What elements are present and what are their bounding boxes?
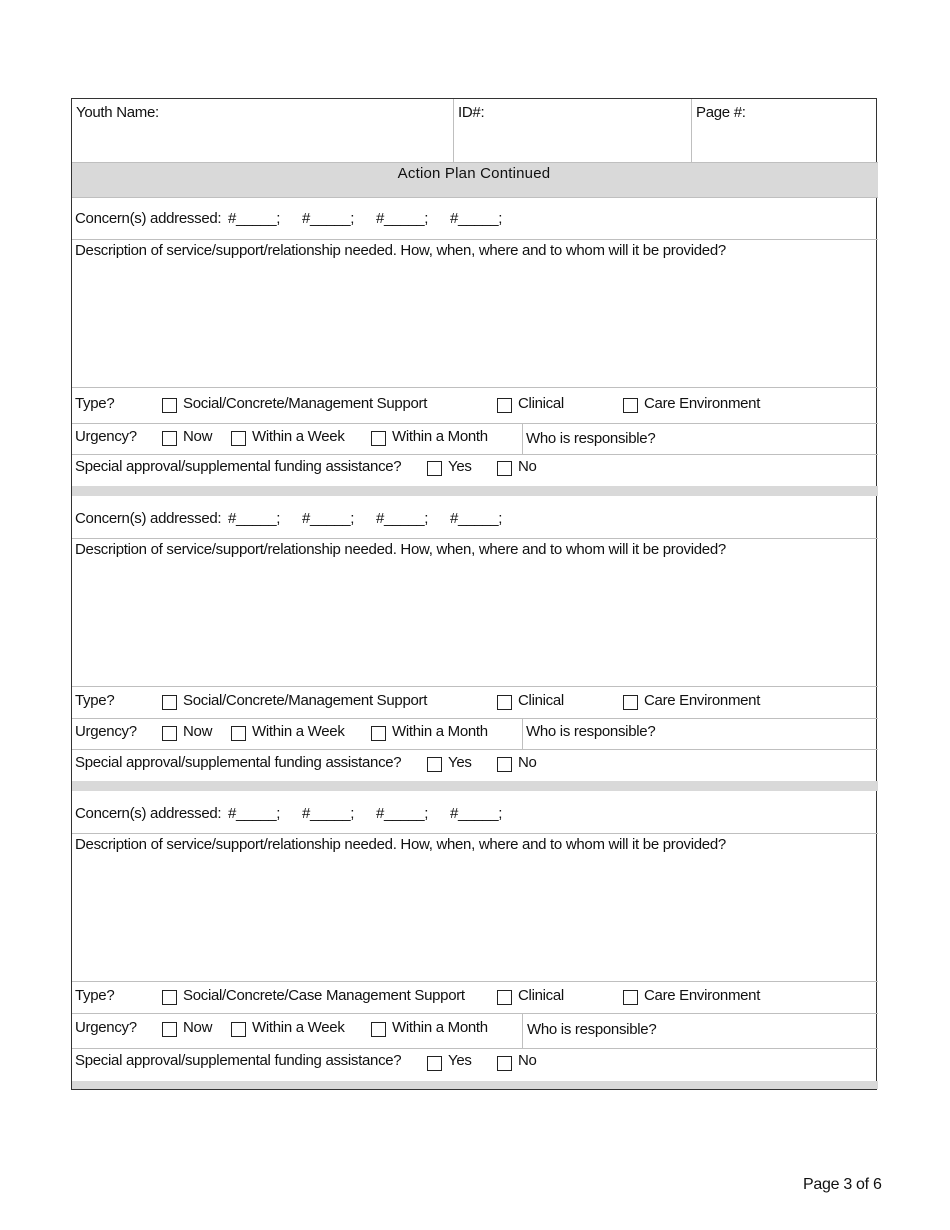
concern-slot[interactable]: #_____; [302,805,355,822]
special-approval-checkbox[interactable] [427,757,442,772]
special-option-label: Yes [448,1052,472,1069]
concern-slot[interactable]: #_____; [376,805,429,822]
page-number-label: Page #: [696,104,746,121]
urgency-label: Urgency? [75,1019,137,1036]
urgency-checkbox[interactable] [162,1022,177,1037]
type-checkbox[interactable] [623,398,638,413]
id-label: ID#: [458,104,485,121]
type-checkbox[interactable] [497,695,512,710]
special-approval-checkbox[interactable] [497,757,512,772]
type-checkbox[interactable] [497,990,512,1005]
urgency-option-label: Within a Week [252,428,345,445]
type-checkbox[interactable] [623,990,638,1005]
special-approval-label: Special approval/supplemental funding assistance? [75,1052,402,1069]
action-plan-form [71,98,877,1090]
urgency-row [72,1014,878,1049]
urgency-label: Urgency? [75,723,137,740]
urgency-divider [522,424,523,454]
type-row [72,388,878,424]
type-option-label: Social/Concrete/Management Support [183,395,428,412]
header-row [72,99,878,163]
type-checkbox[interactable] [162,990,177,1005]
concerns-label: Concern(s) addressed: [75,510,222,527]
urgency-option-label: Within a Week [252,723,345,740]
concern-slot[interactable]: #_____; [450,210,503,227]
concerns-label: Concern(s) addressed: [75,210,222,227]
concern-slot[interactable]: #_____; [450,805,503,822]
urgency-option-label: Within a Month [392,723,488,740]
special-approval-checkbox[interactable] [497,1056,512,1071]
page-indicator: Page 3 of 6 [803,1176,882,1193]
urgency-divider [522,719,523,749]
type-row [72,982,878,1014]
block-separator [72,1081,878,1089]
concerns-row [72,198,878,240]
action-plan-block [72,497,878,793]
action-plan-block [72,791,878,1091]
type-option-label: Care Environment [644,692,761,709]
type-option-label: Care Environment [644,395,761,412]
urgency-row [72,719,878,750]
special-approval-checkbox[interactable] [427,1056,442,1071]
type-label: Type? [75,987,115,1004]
responsible-label[interactable]: Who is responsible? [526,430,656,447]
description-label: Description of service/support/relationship needed. How, when, where and to whom will it be provided? [75,836,726,853]
type-option-label: Social/Concrete/Case Management Support [183,987,465,1004]
action-plan-block [72,198,878,498]
responsible-label[interactable]: Who is responsible? [526,723,656,740]
description-area[interactable] [72,539,878,687]
special-option-label: Yes [448,458,472,475]
concerns-label: Concern(s) addressed: [75,805,222,822]
urgency-option-label: Now [183,428,213,445]
urgency-option-label: Within a Month [392,1019,488,1036]
urgency-row [72,424,878,455]
concerns-row [72,497,878,539]
type-option-label: Clinical [518,395,564,412]
special-option-label: Yes [448,754,472,771]
responsible-label[interactable]: Who is responsible? [527,1021,657,1038]
urgency-checkbox[interactable] [231,431,246,446]
special-approval-checkbox[interactable] [497,461,512,476]
header-divider [453,99,454,162]
urgency-checkbox[interactable] [162,431,177,446]
special-approval-row [72,1049,878,1081]
urgency-option-label: Now [183,1019,213,1036]
type-row [72,687,878,719]
urgency-label: Urgency? [75,428,137,445]
description-area[interactable] [72,240,878,388]
urgency-checkbox[interactable] [371,1022,386,1037]
concern-slot[interactable]: #_____; [228,210,281,227]
type-option-label: Social/Concrete/Management Support [183,692,428,709]
special-option-label: No [518,1052,537,1069]
concern-slot[interactable]: #_____; [228,805,281,822]
urgency-checkbox[interactable] [231,726,246,741]
special-approval-label: Special approval/supplemental funding assistance? [75,458,402,475]
type-checkbox[interactable] [623,695,638,710]
concern-slot[interactable]: #_____; [302,510,355,527]
type-option-label: Care Environment [644,987,761,1004]
urgency-option-label: Within a Month [392,428,488,445]
special-approval-label: Special approval/supplemental funding assistance? [75,754,402,771]
urgency-option-label: Within a Week [252,1019,345,1036]
description-label: Description of service/support/relationship needed. How, when, where and to whom will it be provided? [75,541,726,558]
concern-slot[interactable]: #_____; [376,510,429,527]
type-checkbox[interactable] [162,695,177,710]
urgency-checkbox[interactable] [231,1022,246,1037]
concern-slot[interactable]: #_____; [302,210,355,227]
type-option-label: Clinical [518,987,564,1004]
special-option-label: No [518,458,537,475]
special-approval-row [72,455,878,486]
urgency-option-label: Now [183,723,213,740]
block-separator [72,781,878,791]
type-option-label: Clinical [518,692,564,709]
type-checkbox[interactable] [162,398,177,413]
youth-name-label: Youth Name: [76,104,159,121]
concern-slot[interactable]: #_____; [450,510,503,527]
type-label: Type? [75,395,115,412]
special-option-label: No [518,754,537,771]
description-label: Description of service/support/relationship needed. How, when, where and to whom will it be provided? [75,242,726,259]
header-divider [691,99,692,162]
description-area[interactable] [72,834,878,982]
special-approval-row [72,750,878,781]
block-separator [72,486,878,496]
concern-slot[interactable]: #_____; [228,510,281,527]
special-approval-checkbox[interactable] [427,461,442,476]
urgency-divider [522,1014,523,1048]
section-title: Action Plan Continued [397,165,551,182]
concern-slot[interactable]: #_____; [376,210,429,227]
urgency-checkbox[interactable] [162,726,177,741]
urgency-checkbox[interactable] [371,726,386,741]
type-checkbox[interactable] [497,398,512,413]
concerns-row [72,791,878,834]
urgency-checkbox[interactable] [371,431,386,446]
type-label: Type? [75,692,115,709]
